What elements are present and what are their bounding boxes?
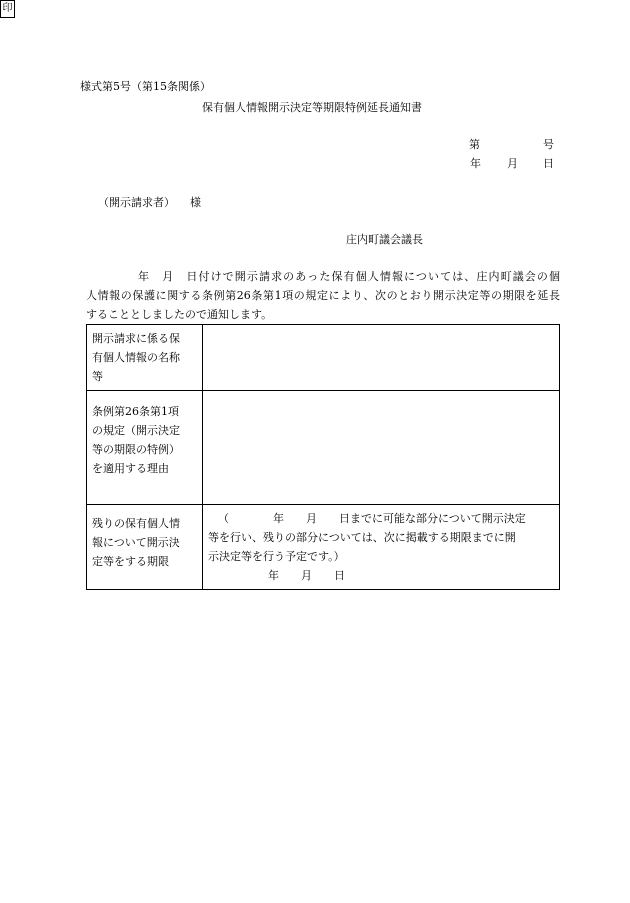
- body-line: することとしましたので通知します。: [86, 308, 273, 321]
- seal-box: 印: [0, 0, 15, 18]
- row-content[interactable]: [203, 391, 560, 505]
- row-content[interactable]: [203, 325, 560, 391]
- table-row: [87, 325, 560, 391]
- date-day: 日: [543, 157, 554, 170]
- table-row: [87, 505, 560, 590]
- body-line: 年 月 日付けで開示請求のあった保有個人情報については、庄内町議会の個: [138, 270, 560, 283]
- row-content[interactable]: [203, 505, 560, 590]
- label-line: 条例第26条第1項: [92, 405, 179, 418]
- number-suffix: 号: [543, 138, 554, 151]
- issuer-title: 庄内町議会議長: [346, 233, 423, 246]
- notice-body: [86, 267, 560, 324]
- label-line: 等: [92, 370, 103, 383]
- content-line: 等を行い、残りの部分については、次に掲載する期限までに開: [208, 531, 516, 544]
- label-line: 定等をする期限: [92, 555, 169, 568]
- label-line: の規定（開示決定: [92, 424, 180, 437]
- form-id: 様式第5号（第15条関係）: [80, 80, 211, 93]
- label-line: 等の期限の特例）: [92, 443, 180, 456]
- deadline-date: 年 月 日: [268, 569, 345, 582]
- number-prefix: 第: [469, 138, 480, 151]
- label-line: 開示請求に係る保: [92, 332, 180, 345]
- honorific: 様: [190, 196, 201, 209]
- row-label: [87, 391, 203, 505]
- row-label: [87, 505, 203, 590]
- document-title: 保有個人情報開示決定等期限特例延長通知書: [202, 101, 422, 114]
- label-line: 残りの保有個人情: [92, 517, 180, 530]
- content-line: 示決定等を行う予定です。）: [208, 550, 345, 563]
- label-line: を適用する理由: [92, 462, 169, 475]
- row-label: [87, 325, 203, 391]
- table-row: [87, 391, 560, 505]
- label-line: 有個人情報の名称: [92, 351, 180, 364]
- requester-label: （開示請求者）: [98, 196, 175, 209]
- body-line: 人情報の保護に関する条例第26条第1項の規定により、次のとおり開示決定等の期限を延長: [86, 289, 560, 302]
- label-line: 報について開示決: [92, 536, 180, 549]
- info-table: [86, 324, 560, 590]
- content-line: （ 年 月 日までに可能な部分について開示決定: [218, 512, 526, 525]
- date-month: 月: [507, 157, 518, 170]
- date-year: 年: [470, 157, 481, 170]
